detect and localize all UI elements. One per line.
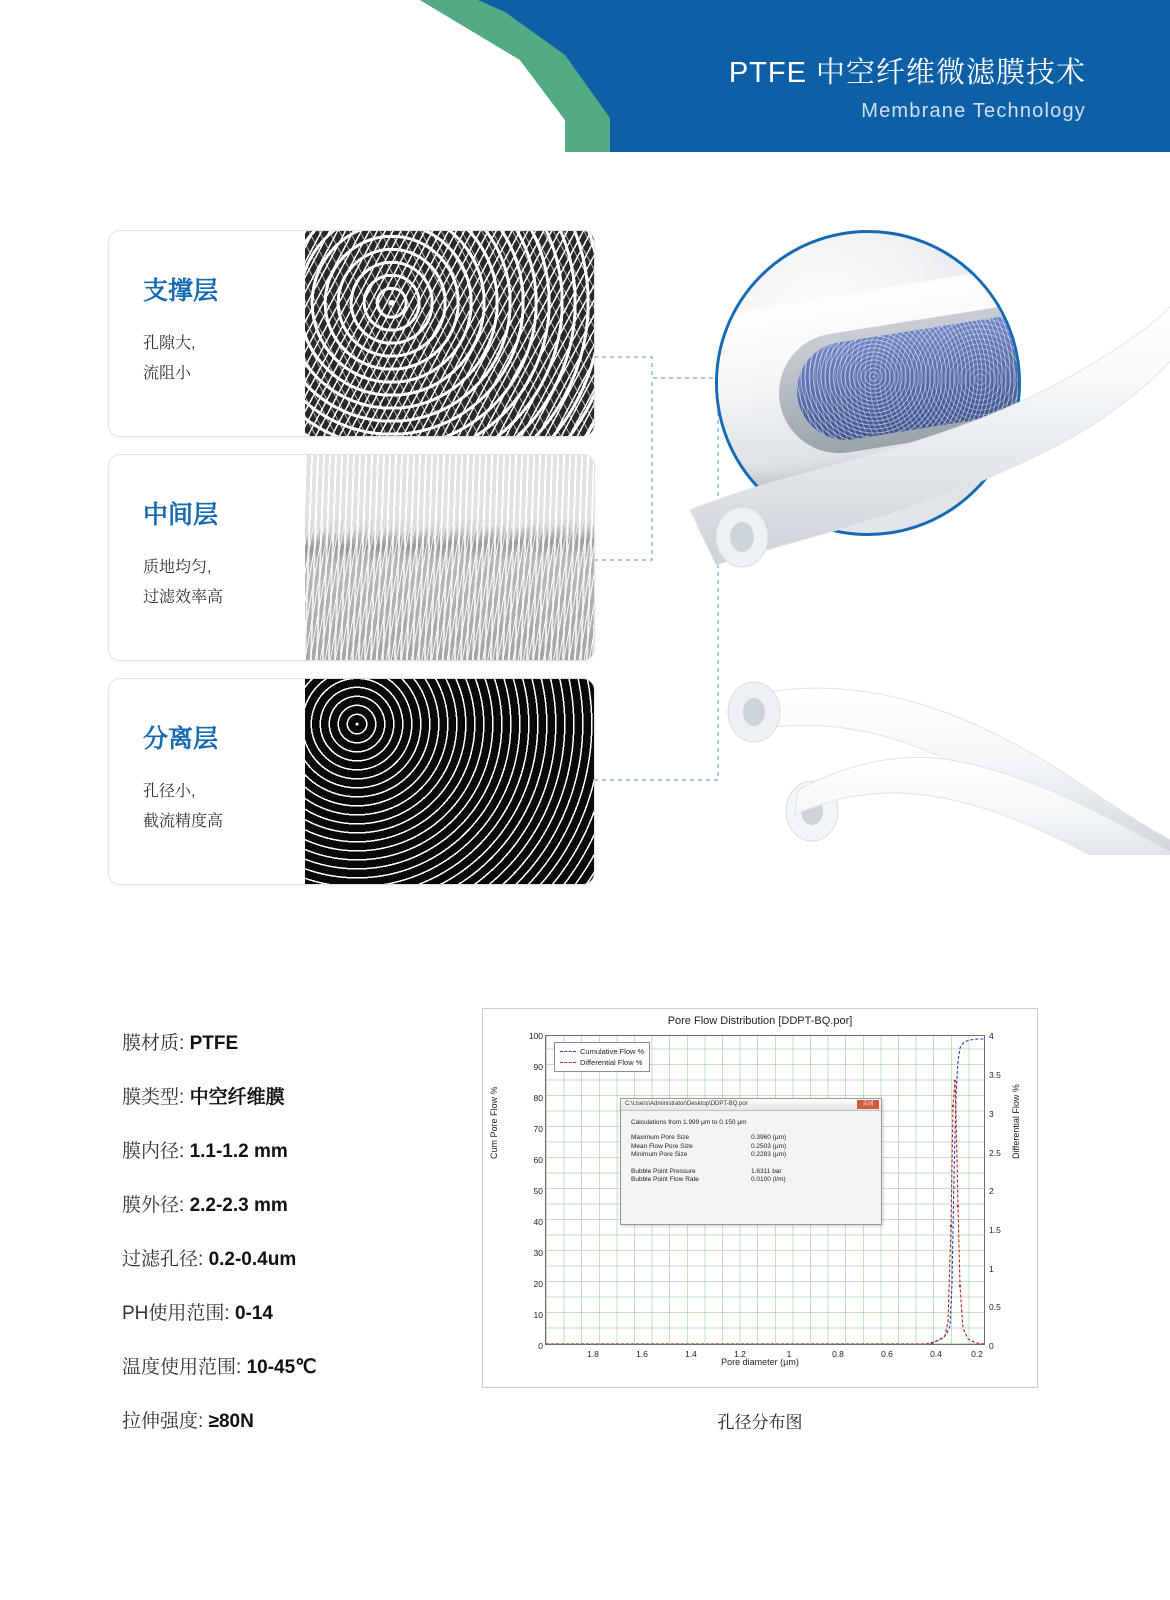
spec-label: 膜外径: <box>122 1195 185 1216</box>
layer-card-desc-line2: 流阻小 <box>143 365 192 382</box>
layer-card-desc-line2: 过滤效率高 <box>143 589 224 606</box>
sem-texture <box>305 231 594 436</box>
legend-swatch-red <box>560 1062 576 1064</box>
layer-card-desc-line1: 质地均匀, <box>143 559 212 576</box>
spec-label: 拉伸强度: <box>122 1411 204 1432</box>
x-tick: 0.4 <box>930 1349 942 1359</box>
chart-y-axis-label: Cum Pore Flow % <box>489 1086 499 1159</box>
layer-card-title: 分离层 <box>143 725 219 753</box>
spec-value: 0.2-0.4um <box>208 1249 297 1270</box>
y-tick: 10 <box>533 1310 543 1320</box>
x-tick: 1 <box>786 1349 792 1359</box>
spec-label: 膜内径: <box>122 1141 185 1162</box>
spec-label: 过滤孔径: <box>122 1249 204 1270</box>
dialog-row-key: Maximum Pore Size <box>631 1134 690 1141</box>
y-tick: 0 <box>538 1341 543 1351</box>
y-tick: 80 <box>533 1093 543 1103</box>
y-tick: 20 <box>533 1279 543 1289</box>
sem-texture <box>305 679 594 884</box>
dialog-row-key: Mean Flow Pore Size <box>631 1142 693 1150</box>
spec-row <box>122 1028 462 1055</box>
pore-flow-chart <box>482 1008 1038 1388</box>
spec-value: 中空纤维膜 <box>189 1087 285 1108</box>
page-header <box>0 0 1170 152</box>
layer-card-list <box>108 230 593 902</box>
chart-caption: 孔径分布图 <box>717 1413 803 1432</box>
y2-tick: 0.5 <box>989 1302 1001 1312</box>
spec-row <box>122 1082 462 1109</box>
spec-label: PH使用范围: <box>122 1303 230 1324</box>
layer-card-text <box>109 679 305 884</box>
spec-value: PTFE <box>189 1033 239 1054</box>
sem-texture <box>305 455 594 660</box>
dialog-title-bar <box>621 1099 881 1111</box>
x-tick: 1.6 <box>636 1349 648 1359</box>
dialog-row-value: 0.0100 (l/m) <box>751 1176 786 1183</box>
y-tick: 100 <box>528 1031 543 1041</box>
close-icon[interactable]: 关闭 <box>857 1100 879 1109</box>
x-tick: 1.4 <box>685 1349 697 1359</box>
y-tick: 60 <box>533 1155 543 1165</box>
layer-card-desc-line1: 孔径小, <box>143 783 196 800</box>
y2-tick: 1.5 <box>989 1225 1001 1235</box>
y2-tick: 2.5 <box>989 1148 1001 1158</box>
spec-value: 1.1-1.2 mm <box>189 1141 288 1162</box>
layer-card-title: 中间层 <box>143 501 219 529</box>
chart-y-ticks <box>515 1031 543 1351</box>
dialog-row <box>631 1176 871 1183</box>
layer-card-desc-line1: 孔隙大, <box>143 335 196 352</box>
spec-label: 膜材质: <box>122 1033 185 1054</box>
dialog-row <box>631 1143 871 1150</box>
dialog-row <box>631 1134 871 1141</box>
layer-card-text <box>109 455 305 660</box>
layer-card-separation <box>108 678 595 885</box>
spec-list <box>122 1028 462 1460</box>
layer-card-title: 支撑层 <box>143 277 219 305</box>
chart-legend <box>554 1042 650 1072</box>
x-tick: 1.2 <box>734 1349 746 1359</box>
legend-item-cumulative <box>560 1046 644 1057</box>
spec-value: 0-14 <box>234 1303 273 1324</box>
y2-tick: 3 <box>989 1109 994 1119</box>
dialog-row-key: Minimum Pore Size <box>631 1151 688 1158</box>
y-tick: 30 <box>533 1248 543 1258</box>
y2-tick: 1 <box>989 1264 994 1274</box>
y2-tick: 2 <box>989 1186 994 1196</box>
page-title: PTFE 中空纤维微滤膜技术 <box>728 57 1086 89</box>
dialog-row <box>631 1168 871 1175</box>
page-subtitle: Membrane Technology <box>861 100 1086 122</box>
layer-card-desc-line2: 截流精度高 <box>143 813 224 830</box>
chart-y2-axis-label: Differential Flow % <box>1011 1084 1021 1159</box>
layer-card-text <box>109 231 305 436</box>
dialog-row-value: 0.2503 (μm) <box>751 1142 787 1150</box>
x-tick: 1.8 <box>587 1349 599 1359</box>
results-dialog[interactable] <box>620 1098 882 1225</box>
fiber-tubes <box>620 215 1170 855</box>
spec-row <box>122 1190 462 1217</box>
x-tick: 0.6 <box>881 1349 893 1359</box>
spec-row <box>122 1298 462 1325</box>
dialog-row-value: 0.3960 (μm) <box>751 1134 787 1141</box>
spec-value: 2.2-2.3 mm <box>189 1195 288 1216</box>
chart-plot-area <box>545 1035 985 1345</box>
dialog-row-value: 0.2283 (μm) <box>751 1151 787 1158</box>
chart-title: Pore Flow Distribution [DDPT-BQ.por] <box>667 1015 853 1027</box>
dialog-row <box>631 1151 871 1158</box>
hollow-fiber-illustration <box>620 215 1170 855</box>
dialog-calc-range: Calculations from 1.999 μm to 0.150 μm <box>631 1119 747 1126</box>
chart-y2-ticks <box>989 1031 1017 1351</box>
spec-label: 膜类型: <box>122 1087 185 1108</box>
spec-row <box>122 1352 462 1379</box>
legend-label: Differential Flow % <box>580 1058 643 1067</box>
y-tick: 90 <box>533 1062 543 1072</box>
y-tick: 70 <box>533 1124 543 1134</box>
legend-swatch-blue <box>560 1051 576 1053</box>
dialog-row-key: Bubble Point Flow Rate <box>631 1176 699 1183</box>
y-tick: 40 <box>533 1217 543 1227</box>
spec-row <box>122 1406 462 1433</box>
legend-item-differential <box>560 1057 644 1068</box>
x-tick: 0.8 <box>832 1349 844 1359</box>
sem-middle-layer-image <box>305 455 594 660</box>
chart-x-ticks <box>545 1349 985 1363</box>
y2-tick: 4 <box>989 1031 994 1041</box>
sem-support-layer-image <box>305 231 594 436</box>
spec-value: 10-45℃ <box>246 1357 317 1378</box>
spec-label: 温度使用范围: <box>122 1357 242 1378</box>
y2-tick: 0 <box>989 1341 994 1351</box>
y2-tick: 3.5 <box>989 1070 1001 1080</box>
dialog-row-value: 1.6311 bar <box>751 1167 782 1175</box>
y-tick: 50 <box>533 1186 543 1196</box>
layer-card-support <box>108 230 595 437</box>
x-tick: 0.2 <box>971 1349 983 1359</box>
legend-label: Cumulative Flow % <box>580 1047 645 1056</box>
dialog-body <box>621 1111 881 1193</box>
sem-separation-layer-image <box>305 679 594 884</box>
spec-row <box>122 1136 462 1163</box>
spec-value: ≥80N <box>208 1411 254 1432</box>
dialog-row-key: Bubble Point Pressure <box>631 1167 696 1175</box>
spec-row <box>122 1244 462 1271</box>
chart-x-axis-label: Pore diameter (μm) <box>721 1357 799 1367</box>
dialog-title: C:\Users\Administrator\Desktop\DDPT-BQ.por <box>625 1101 748 1107</box>
layer-card-middle <box>108 454 595 661</box>
